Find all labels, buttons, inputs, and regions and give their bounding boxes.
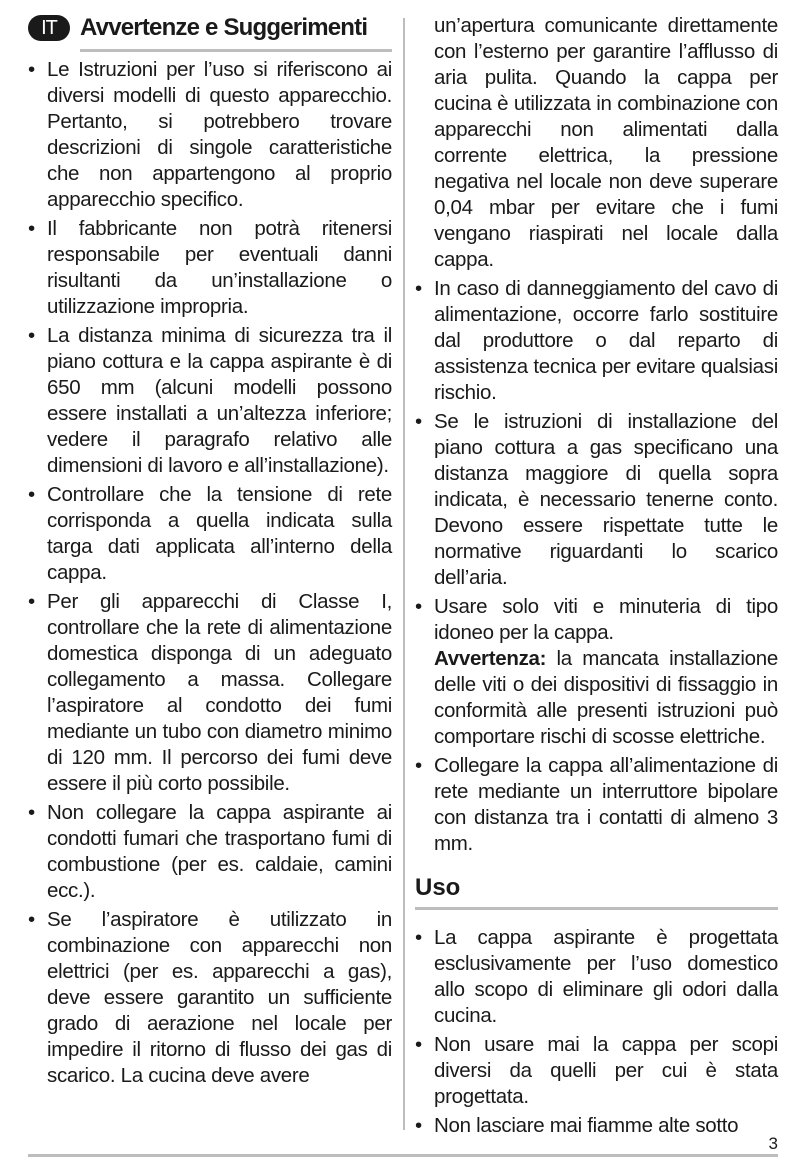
list-item: • In caso di danneggiamento del cavo di alimentazione, occorre farlo sostituire dal produttore o dal reparto di assistenza tecnica per evitare qualsiasi rischio. xyxy=(415,276,778,406)
list-item: • Il fabbricante non potrà ritenersi responsabile per eventuali danni risultanti da un’installazione o utilizzazione impropria. xyxy=(28,216,392,320)
right-column xyxy=(415,13,778,1142)
list-item: • Non lasciare mai fiamme alte sotto xyxy=(415,1113,778,1139)
section-header xyxy=(28,13,392,57)
continued-paragraph: un’apertura comunicante direttamente con l’esterno per garantire l’afflusso di aria pulita. Quando la cappa per cucina è utilizzata in combinazione con apparecchi non alimentati dalla corrente elettrica, la pressione negativa nel locale non deve superare 0,04 mbar per evitare che i fumi vengano riaspirati nel locale dalla cappa. xyxy=(434,14,778,271)
list-item: • Se l’aspiratore è utilizzato in combinazione con apparecchi non elettrici (per es. apparecchi a gas), deve essere garantito un sufficiente grado di aerazione nel locale per impedire il ritorno di flusso dei gas di scarico. La cucina deve avere xyxy=(28,907,392,1089)
column-divider xyxy=(403,18,405,1130)
list-item: • La cappa aspirante è progettata esclusivamente per l’uso domestico allo scopo di eliminare gli odori dalla cucina. xyxy=(415,925,778,1029)
list-item: • Non collegare la cappa aspirante ai condotti fumari che trasportano fumi di combustione (per es. caldaie, camini ecc.). xyxy=(28,800,392,904)
list-item: • Per gli apparecchi di Classe I, controllare che la rete di alimentazione domestica disponga di un adeguato collegamento a massa. Collegare l’aspiratore al condotto dei fumi mediante un tubo con diametro minimo di 120 mm. Il percorso dei fumi deve essere il più corto possibile. xyxy=(28,589,392,797)
page-title: Avvertenze e Suggerimenti xyxy=(80,14,368,41)
header-rule xyxy=(80,49,392,52)
list-item: • Se le istruzioni di installazione del piano cottura a gas specificano una distanza maggiore di quella sopra indicata, è necessario tenerne conto. Devono essere rispettate tutte le normative riguardanti lo scarico dell’aria. xyxy=(415,409,778,591)
footer-rule xyxy=(28,1154,778,1157)
warning-label: Avvertenza: xyxy=(434,647,547,670)
left-column xyxy=(28,0,392,1092)
list-item-text: Usare solo viti e minuteria di tipo idoneo per la cappa. xyxy=(434,595,778,644)
warnings-list-right xyxy=(415,276,778,857)
warning-text: la mancata installazione delle viti o dei dispositivi di fissaggio in conformità alle presenti istruzioni può comportare rischi di scosse elettriche. xyxy=(434,647,778,748)
uso-list xyxy=(415,925,778,1139)
language-badge: IT xyxy=(28,15,70,41)
list-item: • Le Istruzioni per l’uso si riferiscono ai diversi modelli di questo apparecchio. Pertanto, si potrebbero trovare descrizioni di singole caratteristiche che non appartengono al proprio apparecchio specifico. xyxy=(28,57,392,213)
section-title: Uso xyxy=(415,874,461,901)
section-rule xyxy=(415,907,778,910)
list-item: • La distanza minima di sicurezza tra il piano cottura e la cappa aspirante è di 650 mm (alcuni modelli possono essere installati a un’altezza inferiore; vedere il paragrafo relativo alle dimensioni di lavoro e all’installazione). xyxy=(28,323,392,479)
list-item: • Controllare che la tensione di rete corrisponda a quella indicata sulla targa dati applicata all’interno della cappa. xyxy=(28,482,392,586)
warnings-list-left xyxy=(28,57,392,1089)
page-number: 3 xyxy=(768,1134,778,1153)
uso-heading xyxy=(415,871,778,915)
list-item xyxy=(415,594,778,750)
list-item: • Collegare la cappa all’alimentazione di rete mediante un interruttore bipolare con distanza tra i contatti di almeno 3 mm. xyxy=(415,753,778,857)
warning-note xyxy=(434,646,778,750)
list-item: • Non usare mai la cappa per scopi diversi da quelli per cui è stata progettata. xyxy=(415,1032,778,1110)
